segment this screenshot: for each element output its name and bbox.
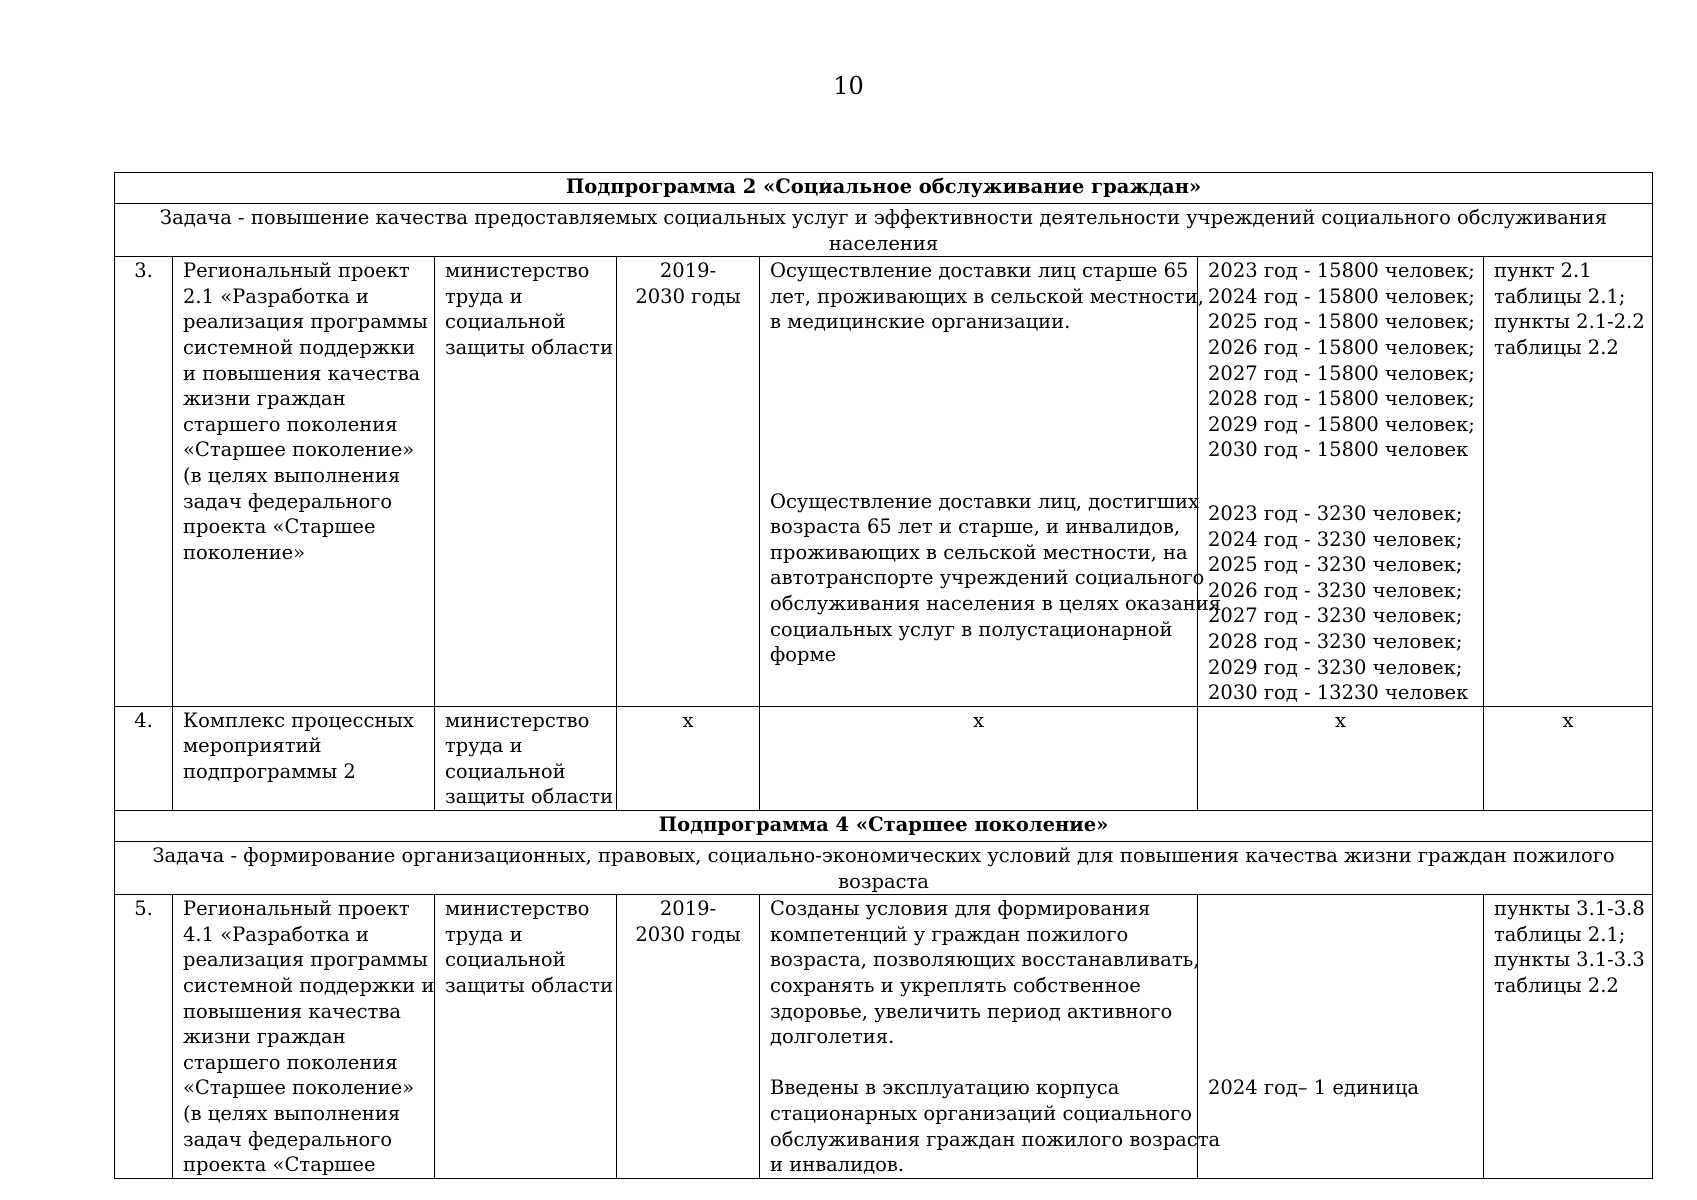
- text-line: 2.1 «Разработка и: [183, 284, 369, 308]
- text-line: стационарных организаций социального: [770, 1102, 1193, 1125]
- text-line: «Старшее поколение»: [183, 438, 415, 462]
- row-5-executor: [435, 895, 617, 1179]
- text-line: форме: [770, 643, 837, 667]
- text-line: системной поддержки и: [183, 974, 435, 998]
- text-line: 2025 год - 15800 человек;: [1208, 310, 1475, 334]
- text-line: труда и: [445, 284, 523, 308]
- text-line: 4.1 «Разработка и: [183, 922, 369, 946]
- text-line: таблицы 2.2: [1494, 974, 1619, 998]
- text-line: системной поддержки: [183, 335, 416, 359]
- text-line: жизни граждан: [183, 1025, 346, 1049]
- text-line: задач федерального: [183, 1127, 393, 1151]
- text-line: Региональный проект: [183, 259, 410, 283]
- text-line: министерство: [445, 259, 590, 283]
- text-line: 2026 год - 3230 человек;: [1208, 578, 1463, 602]
- text-line: старшего поколения: [183, 1050, 398, 1074]
- text-line: в медицинские организации.: [770, 310, 1071, 334]
- text-line: социальной: [445, 948, 566, 972]
- row-5-results: [760, 895, 1221, 1179]
- row-3-values: [1198, 257, 1484, 707]
- row-5-values: [1198, 895, 1484, 1179]
- text-line: труда и: [445, 922, 523, 946]
- text-line: и повышения качества: [183, 361, 421, 385]
- text-line: 2019-: [659, 259, 717, 283]
- text-line: долголетия.: [770, 1025, 895, 1049]
- text-line: 2029 год - 3230 человек;: [1208, 655, 1463, 679]
- row-4-result: х: [760, 706, 1198, 810]
- text-line: социальной: [445, 310, 566, 334]
- text-line: Осуществление доставки лиц старше 65: [770, 259, 1189, 283]
- row-4-links: х: [1484, 706, 1653, 810]
- text-line: социальных услуг в полустационарной: [770, 617, 1173, 641]
- row-5-result-2: [770, 1075, 1221, 1177]
- text-line: обслуживания населения в целях оказания: [770, 591, 1222, 615]
- text-line: реализация программы: [183, 310, 428, 334]
- text-line: 2028 год - 15800 человек;: [1208, 387, 1475, 411]
- text-line: жизни граждан: [183, 387, 346, 411]
- text-line: 2023 год - 3230 человек;: [1208, 501, 1463, 525]
- row-4-values: х: [1198, 706, 1484, 810]
- subprogram-4-task: Задача - формирование организационных, правовых, социально-экономических условий для повышения качества жизни граждан пожилого возраста: [115, 842, 1653, 895]
- page-number: 10: [833, 72, 864, 100]
- row-3-number: 3.: [115, 257, 173, 707]
- text-line: проекта «Старшее: [183, 515, 376, 539]
- text-line: (в целях выполнения: [183, 1102, 401, 1125]
- text-line: Комплекс процессных: [183, 708, 414, 732]
- table-row-5: [115, 895, 1653, 1179]
- text-line: поколение»: [183, 540, 306, 564]
- text-line: сохранять и укреплять собственное: [770, 974, 1141, 998]
- text-line: «Старшее поколение»: [183, 1076, 415, 1100]
- text-line: таблицы 2.2: [1494, 335, 1619, 359]
- text-line: лет, проживающих в сельской местности,: [770, 284, 1204, 308]
- text-line: таблицы 2.1;: [1494, 284, 1626, 308]
- text-line: 2024 год - 15800 человек;: [1208, 284, 1475, 308]
- text-line: 2024 год - 3230 человек;: [1208, 527, 1463, 551]
- row-3-executor: [435, 257, 617, 707]
- text-line: и инвалидов.: [770, 1153, 905, 1177]
- text-line: 2027 год - 3230 человек;: [1208, 604, 1463, 628]
- text-line: проживающих в сельской местности, на: [770, 540, 1188, 564]
- program-table: [114, 172, 1653, 1179]
- text-line: реализация программы: [183, 948, 428, 972]
- subprogram-2-task: Задача - повышение качества предоставляемых социальных услуг и эффективности деятельности учреждений социального обслуживания населения: [115, 204, 1653, 257]
- subprogram-2-task-row: [115, 204, 1653, 257]
- text-line: обслуживания граждан пожилого возраста: [770, 1127, 1221, 1151]
- subprogram-4-title: Подпрограмма 4 «Старшее поколение»: [115, 811, 1653, 842]
- table-row-3: [115, 257, 1653, 707]
- text-line: 2025 год - 3230 человек;: [1208, 553, 1463, 577]
- row-5-result-1: [770, 896, 1200, 1050]
- row-3-results: [760, 257, 1222, 707]
- text-line: мероприятий: [183, 734, 322, 758]
- text-line: социальной: [445, 759, 566, 783]
- text-line: 2019-: [659, 897, 717, 921]
- text-line: таблицы 2.1;: [1494, 922, 1626, 946]
- row-3-values-2: [1208, 501, 1473, 706]
- text-line: подпрограммы 2: [183, 759, 356, 783]
- row-4-period: х: [617, 706, 760, 810]
- subprogram-2-title: Подпрограмма 2 «Социальное обслуживание граждан»: [115, 173, 1653, 204]
- text-line: защиты области: [445, 335, 614, 359]
- text-line: Введены в эксплуатацию корпуса: [770, 1076, 1120, 1100]
- row-3-name: [173, 257, 435, 707]
- row-5-value-2: 2024 год– 1 единица: [1208, 1076, 1420, 1100]
- text-line: Созданы условия для формирования: [770, 897, 1151, 921]
- text-line: Региональный проект: [183, 897, 410, 921]
- table-row-4: [115, 706, 1653, 810]
- text-line: здоровье, увеличить период активного: [770, 999, 1173, 1023]
- text-line: 2026 год - 15800 человек;: [1208, 335, 1475, 359]
- text-line: министерство: [445, 708, 590, 732]
- text-line: министерство: [445, 897, 590, 921]
- text-line: 2030 годы: [635, 284, 741, 308]
- text-line: защиты области: [445, 785, 614, 809]
- row-4-executor: [435, 706, 617, 810]
- row-5-name: [173, 895, 435, 1179]
- subprogram-4-task-row: [115, 842, 1653, 895]
- text-line: (в целях выполнения: [183, 463, 401, 487]
- text-line: Осуществление доставки лиц, достигших: [770, 489, 1199, 513]
- text-line: 2027 год - 15800 человек;: [1208, 361, 1475, 385]
- text-line: 2030 год - 13230 человек: [1208, 681, 1469, 705]
- row-5-number: 5.: [115, 895, 173, 1179]
- row-3-period: [617, 257, 760, 707]
- row-5-period: [617, 895, 760, 1179]
- row-3-links: [1484, 257, 1653, 707]
- text-line: 2023 год - 15800 человек;: [1208, 259, 1475, 283]
- text-line: пункты 3.1-3.8: [1494, 897, 1645, 921]
- text-line: пункт 2.1: [1494, 259, 1592, 283]
- text-line: компетенций у граждан пожилого: [770, 922, 1129, 946]
- text-line: защиты области: [445, 974, 614, 998]
- row-4-number: 4.: [115, 706, 173, 810]
- row-3-values-1: [1208, 258, 1473, 463]
- text-line: возраста, позволяющих восстанавливать,: [770, 948, 1200, 972]
- text-line: 2030 год - 15800 человек: [1208, 438, 1469, 462]
- subprogram-2-header-row: [115, 173, 1653, 204]
- text-line: пункты 2.1-2.2: [1494, 310, 1645, 334]
- text-line: 2029 год - 15800 человек;: [1208, 412, 1475, 436]
- text-line: задач федерального: [183, 489, 393, 513]
- text-line: возраста 65 лет и старше, и инвалидов,: [770, 515, 1181, 539]
- row-3-result-2: [770, 489, 1222, 668]
- text-line: старшего поколения: [183, 412, 398, 436]
- subprogram-4-header-row: [115, 811, 1653, 842]
- text-line: труда и: [445, 734, 523, 758]
- row-3-result-1: [770, 258, 1204, 335]
- text-line: 2028 год - 3230 человек;: [1208, 629, 1463, 653]
- row-5-links: [1484, 895, 1653, 1179]
- text-line: проекта «Старшее: [183, 1153, 376, 1177]
- text-line: автотранспорте учреждений социального: [770, 566, 1205, 590]
- text-line: повышения качества: [183, 999, 401, 1023]
- text-line: пункты 3.1-3.3: [1494, 948, 1645, 972]
- text-line: 2030 годы: [635, 922, 741, 946]
- row-4-name: [173, 706, 435, 810]
